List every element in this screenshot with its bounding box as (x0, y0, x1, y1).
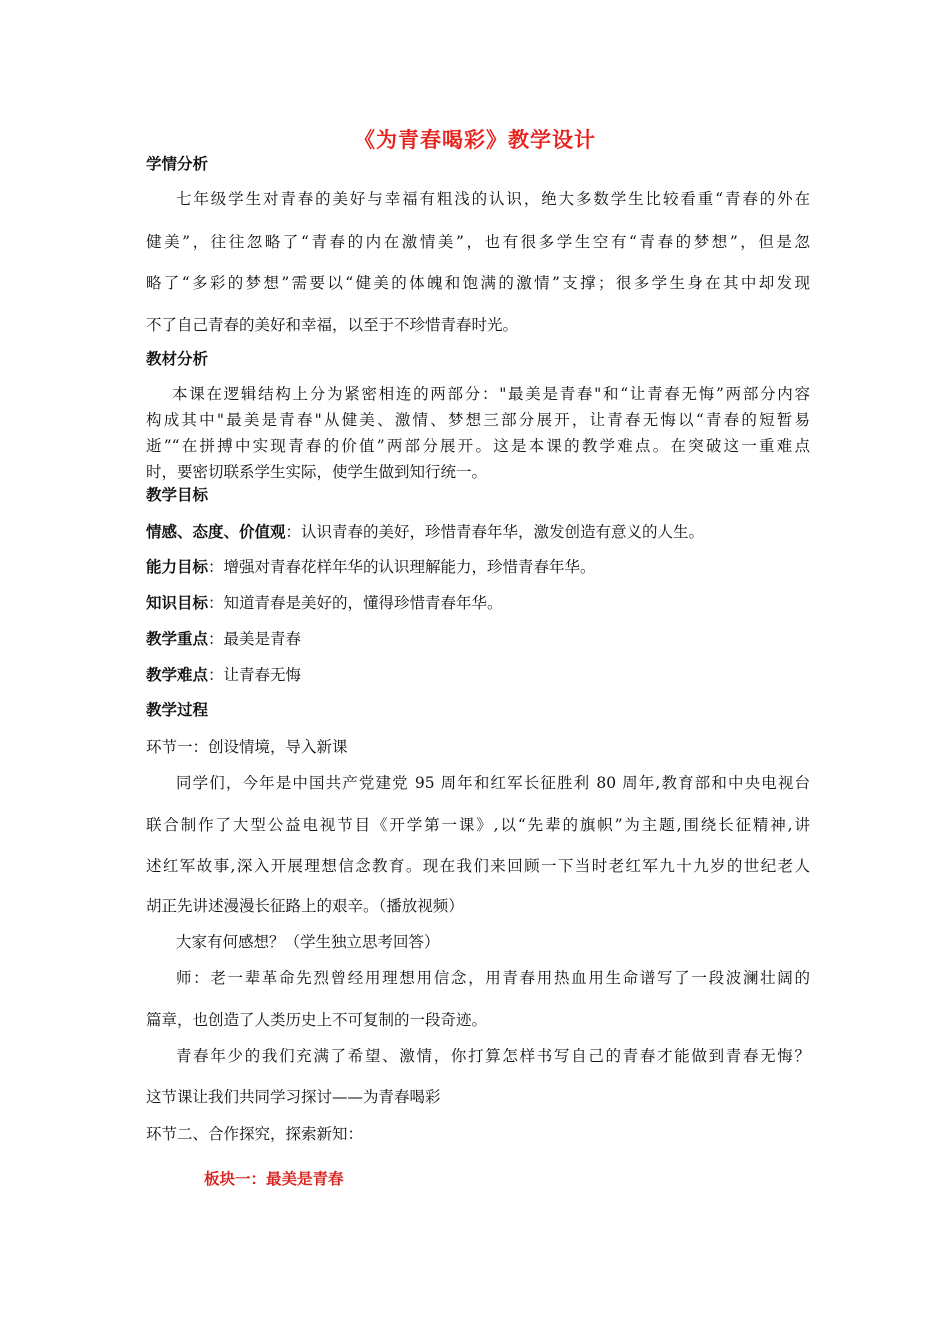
process-line: 胡正先讲述漫漫长征路上的艰辛。（播放视频） (146, 897, 464, 915)
goal-sep: ： (208, 630, 224, 648)
process-line: 这节课让我们共同学习探讨——为青春喝彩 (146, 1088, 441, 1106)
goal-text: 让青春无悔 (223, 666, 302, 684)
process-line: 篇章，也创造了人类历史上不可复制的一段奇迹。 (146, 1011, 488, 1029)
process-line: 同学们，今年是中国共产党建党 95 周年和红军长征胜利 80 周年,教育部和中央电视台 (176, 774, 810, 792)
material-line: 本课在逻辑结构上分为紧密相连的两部分："最美是青春"和“让青春无悔”两部分内容 (172, 385, 810, 403)
goal-emotion (146, 520, 810, 542)
situation-line: 不了自己青春的美好和幸福，以至于不珍惜青春时光。 (146, 316, 519, 334)
heading-process: 教学过程 (146, 701, 209, 719)
goal-sep: ： (208, 594, 224, 612)
goal-text: 认识青春的美好，珍惜青春年华，激发创造有意义的人生。 (301, 523, 705, 541)
goal-label: 教学难点 (146, 666, 209, 684)
material-line: 逝”“在拼搏中实现青春的价值”两部分展开。这是本课的教学难点。在突破这一重难点 (146, 437, 810, 455)
goal-knowledge (146, 591, 810, 613)
goal-key-point (146, 627, 810, 649)
heading-situation: 学情分析 (146, 155, 209, 173)
situation-line: 七年级学生对青春的美好与幸福有粗浅的认识，绝大多数学生比较看重“青春的外在 (176, 190, 810, 208)
block-one-heading: 板块一：最美是青春 (204, 1170, 344, 1188)
process-line: 联合制作了大型公益电视节目《开学第一课》,以“先辈的旗帜”为主题,围绕长征精神,讲 (146, 816, 810, 834)
goal-text: 知道青春是美好的，懂得珍惜青春年华。 (223, 594, 503, 612)
goal-label: 情感、态度、价值观 (146, 523, 286, 541)
goal-ability (146, 555, 810, 577)
heading-material: 教材分析 (146, 350, 209, 368)
goal-text: 增强对青春花样年华的认识理解能力，珍惜青春年华。 (223, 558, 596, 576)
goal-label: 能力目标 (146, 558, 209, 576)
step-one: 环节一：创设情境，导入新课 (146, 738, 348, 756)
document-title: 《为青春喝彩》教学设计 (354, 128, 596, 152)
process-line: 青春年少的我们充满了希望、激情，你打算怎样书写自己的青春才能做到青春无悔？ (176, 1047, 810, 1065)
material-line: 构成其中"最美是青春"从健美、激情、梦想三部分展开，让青春无悔以“青春的短暂易 (146, 411, 810, 429)
situation-line: 健美”，往往忽略了“青春的内在激情美”，也有很多学生空有“青春的梦想”，但是忽 (146, 233, 810, 251)
goal-text: 最美是青春 (223, 630, 302, 648)
goal-label: 教学重点 (146, 630, 209, 648)
process-line: 大家有何感想？（学生独立思考回答） (176, 933, 440, 951)
step-two: 环节二、合作探究，探索新知： (146, 1125, 364, 1143)
process-line: 述红军故事,深入开展理想信念教育。现在我们来回顾一下当时老红军九十九岁的世纪老人 (146, 857, 810, 875)
goal-difficulty (146, 663, 810, 685)
heading-goals: 教学目标 (146, 486, 209, 504)
material-line: 时，要密切联系学生实际，使学生做到知行统一。 (146, 463, 488, 481)
situation-line: 略了“多彩的梦想”需要以“健美的体魄和饱满的激情”支撑；很多学生身在其中却发现 (146, 274, 810, 292)
goal-label: 知识目标 (146, 594, 209, 612)
goal-sep: ： (208, 558, 224, 576)
goal-sep: ： (285, 523, 302, 541)
process-line: 师：老一辈革命先烈曾经用理想用信念，用青春用热血用生命谱写了一段波澜壮阔的 (176, 969, 810, 987)
goal-sep: ： (208, 666, 224, 684)
